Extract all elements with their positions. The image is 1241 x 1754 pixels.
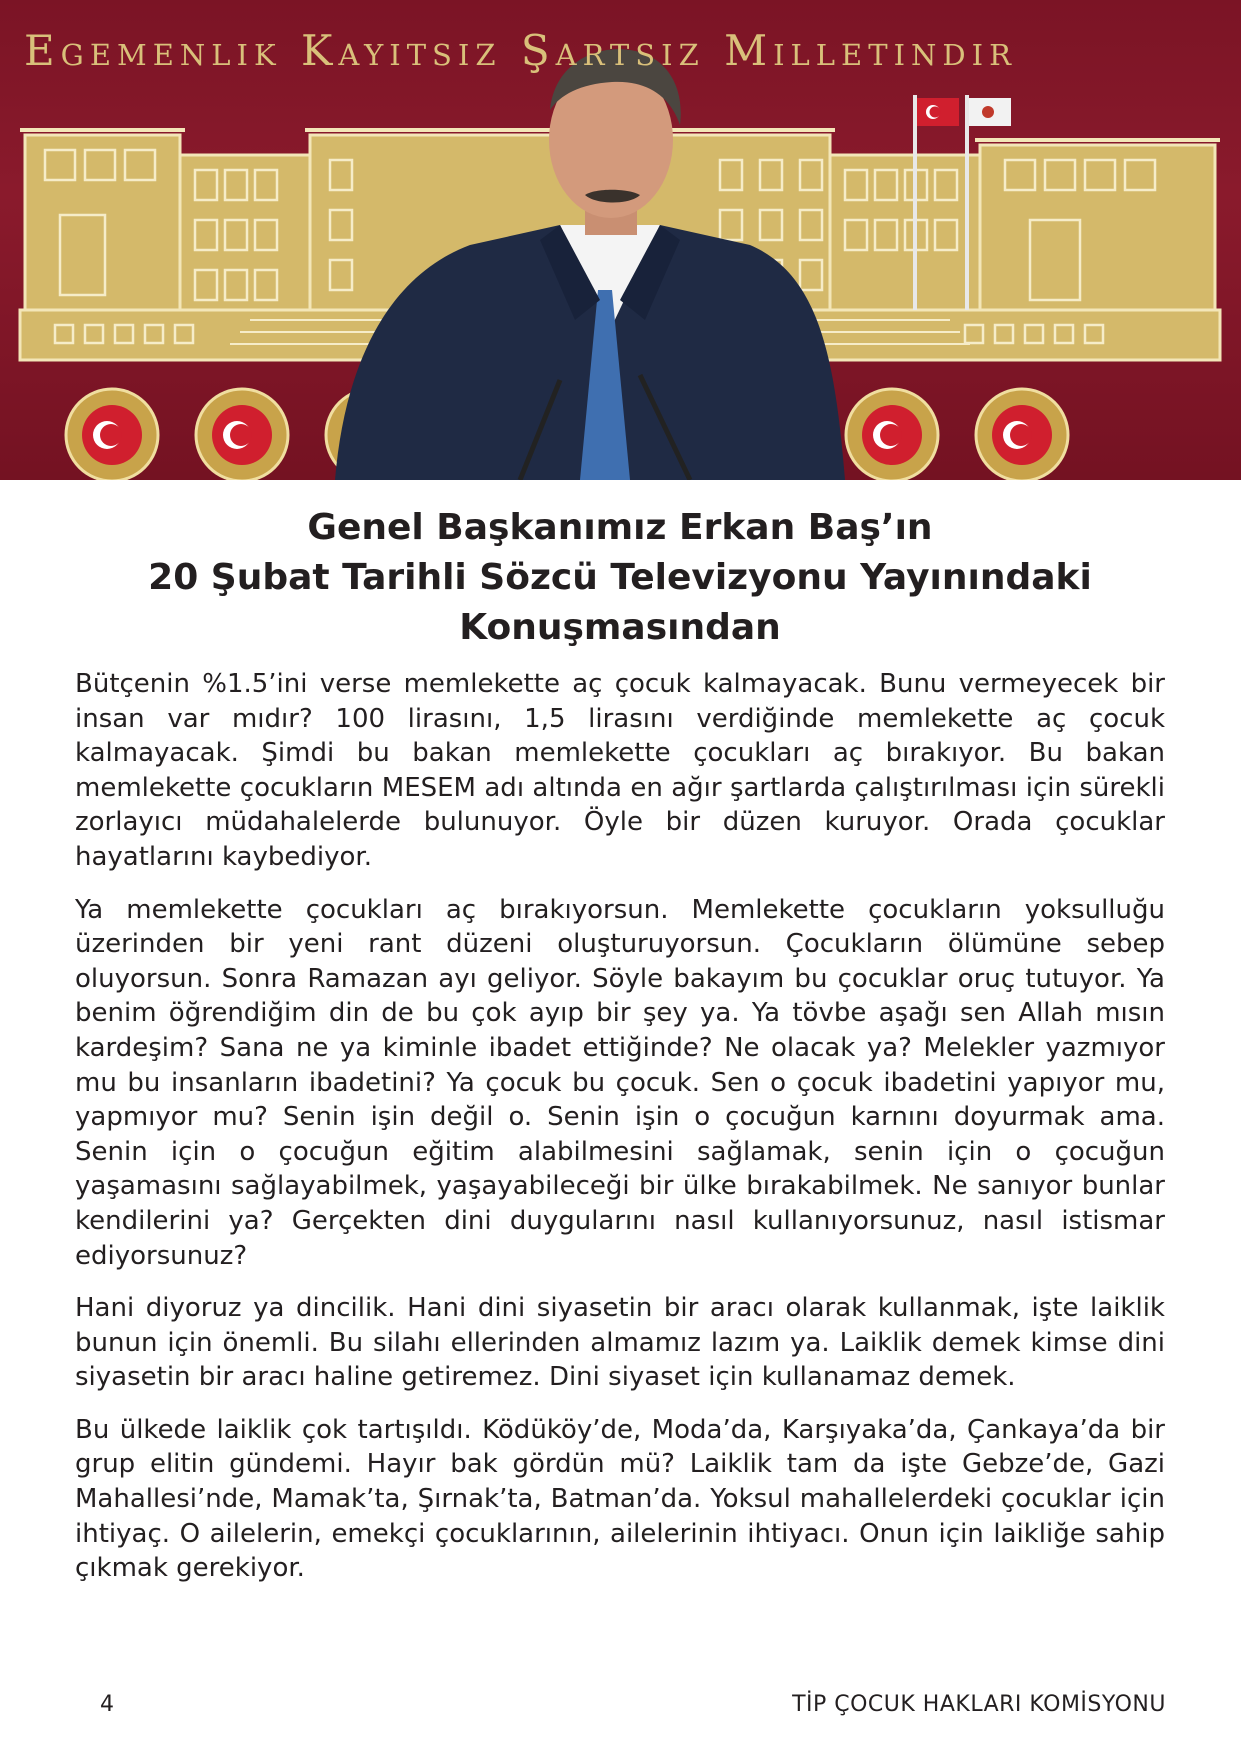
paragraph-2: Ya memlekette çocukları aç bırakıyorsun. Memlekette çocukların yoksulluğu üzerinden bir yeni rant düzeni oluşturuyorsun. Çocukların ölümüne sebep oluyorsun. Sonra Ramazan ayı geliyor. Söyle bakayım bu çocuklar oruç tutuyor. Ya benim öğrendiğim din de bu çok ayıp bir şey ya. Ya tövbe aşağı sen Allah mısın kardeşim? Sana ne ya kiminle ibadet ettiğinde? Ne olacak ya? Melekler yazmıyor mu bu insanların ibadetini? Ya çocuk bu çocuk. Sen o çocuk ibadetini yapıyor mu, yapmıyor mu? Senin işin değil o. Senin işin o çocuğun karnını doyurmak ama. Senin için o çocuğun eğitim alabilmesini sağlamak, senin için o çocuğun yaşamasını sağlayabilmek, yaşayabileceği bir ülke bırakabilmek. Ne sanıyor bunlar kendilerini ya? Gerçekten dini duygularını nasıl kullanıyorsunuz, nasıl istismar ediyorsunuz?	[75, 894, 1165, 1271]
title-line-3: Konuşmasından	[459, 607, 781, 648]
paragraph-3: Hani diyoruz ya dincilik. Hani dini siyasetin bir aracı olarak kullanmak, işte laiklik bunun için önemli. Bu silahı ellerinden almamız lazım ya. Laiklik demek kimse dini siyasetin bir aracı haline getiremez. Dini siyaset için kullanamaz demek.	[75, 1293, 1165, 1393]
page-number: 4	[100, 1692, 114, 1717]
footer-organization: TİP ÇOCUK HAKLARI KOMİSYONU	[792, 1692, 1166, 1717]
title-line-1: Genel Başkanımız Erkan Baş’ın	[307, 507, 933, 548]
title-line-2: 20 Şubat Tarihli Sözcü Televizyonu Yayınındaki	[148, 557, 1092, 598]
header-photo	[0, 0, 1241, 480]
motto-banner: Egemenlik Kayıtsız Şartsız Milletindir	[24, 26, 1017, 75]
article-body	[75, 667, 1165, 1604]
paragraph-1: Bütçenin %1.5’ini verse memlekette aç çocuk kalmayacak. Bunu vermeyecek bir insan var mıdır? 100 lirasını, 1,5 lirasını verdiğinde memlekette aç çocuk kalmayacak. Şimdi bu bakan memlekette çocukları aç bırakıyor. Bu bakan memlekette çocukların MESEM adı altında en ağır şartlarda çalıştırılması için sürekli zorlayıcı müdahalelerde bulunuyor. Öyle bir düzen kuruyor. Orada çocuklar hayatlarını kaybediyor.	[75, 669, 1165, 872]
page-title	[70, 503, 1170, 653]
paragraph-4: Bu ülkede laiklik çok tartışıldı. Ködüköy’de, Moda’da, Karşıyaka’da, Çankaya’da bir grup elitin gündemi. Hayır bak gördün mü? Laiklik tam da işte Gebze’de, Gazi Mahallesi’nde, Mamak’ta, Şırnak’ta, Batman’da. Yoksul mahallelerdeki çocuklar için ihtiyaç. O ailelerin, emekçi çocuklarının, ailelerinin ihtiyacı. Onun için laikliğe sahip çıkmak gerekiyor.	[75, 1414, 1165, 1584]
